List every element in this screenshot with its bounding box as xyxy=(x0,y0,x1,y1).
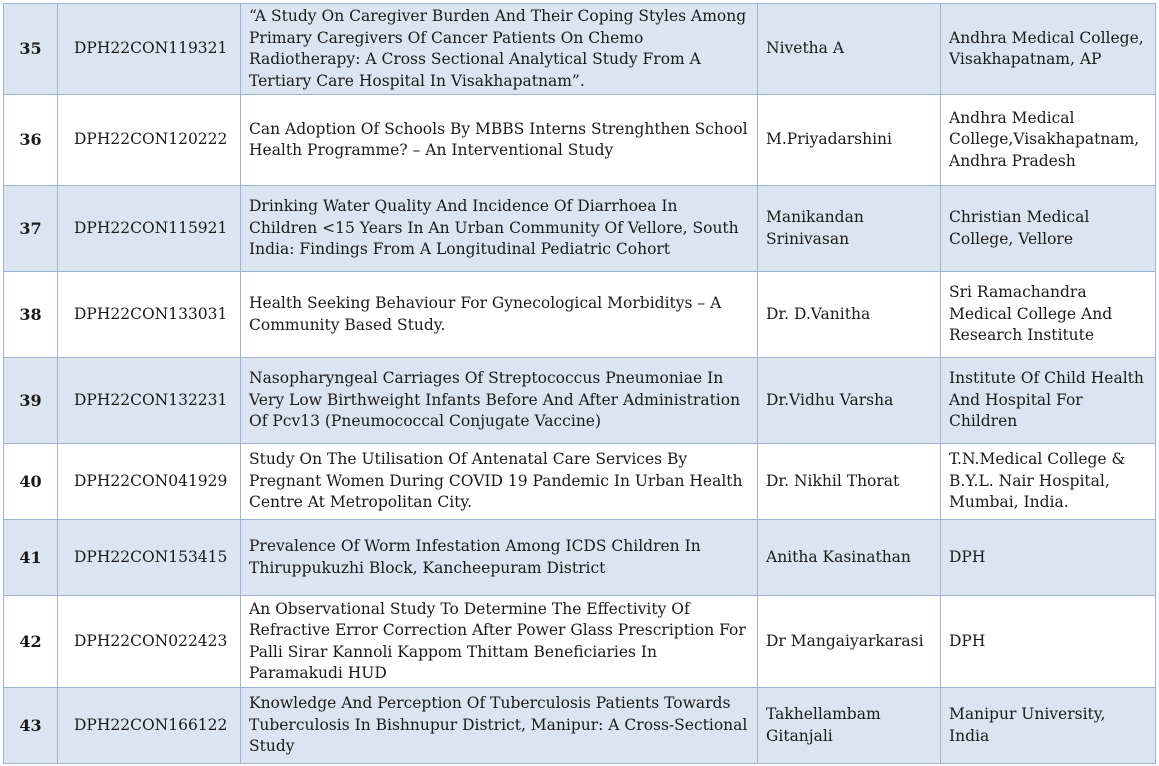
author-name: Dr Mangaiyarkarasi xyxy=(758,596,941,688)
table-row xyxy=(4,688,1156,764)
serial-number: 41 xyxy=(4,520,58,596)
author-name: Takhellambam Gitanjali xyxy=(758,688,941,764)
abstract-code: DPH22CON153415 xyxy=(58,520,241,596)
author-name: Dr. D.Vanitha xyxy=(758,272,941,358)
abstract-code: DPH22CON115921 xyxy=(58,186,241,272)
serial-number: 38 xyxy=(4,272,58,358)
abstract-code: DPH22CON132231 xyxy=(58,358,241,444)
abstract-code: DPH22CON119321 xyxy=(58,4,241,95)
serial-number: 42 xyxy=(4,596,58,688)
abstract-code: DPH22CON133031 xyxy=(58,272,241,358)
abstract-title: An Observational Study To Determine The Effectivity Of Refractive Error Correction After Power Glass Prescription For Palli Sirar Kannoli Kappom Thittam Beneficiaries In Paramakudi HUD xyxy=(241,596,758,688)
abstract-code: DPH22CON041929 xyxy=(58,444,241,520)
author-name: Manikandan Srinivasan xyxy=(758,186,941,272)
institution: DPH xyxy=(941,520,1156,596)
serial-number: 40 xyxy=(4,444,58,520)
table-row xyxy=(4,186,1156,272)
serial-number: 39 xyxy=(4,358,58,444)
serial-number: 43 xyxy=(4,688,58,764)
institution: Andhra Medical College,Visakhapatnam, Andhra Pradesh xyxy=(941,95,1156,186)
abstract-code: DPH22CON166122 xyxy=(58,688,241,764)
abstract-title: Nasopharyngeal Carriages Of Streptococcus Pneumoniae In Very Low Birthweight Infants Before And After Administration Of Pcv13 (Pneumococcal Conjugate Vaccine) xyxy=(241,358,758,444)
abstract-title: Health Seeking Behaviour For Gynecological Morbiditys – A Community Based Study. xyxy=(241,272,758,358)
abstract-code: DPH22CON120222 xyxy=(58,95,241,186)
abstract-code: DPH22CON022423 xyxy=(58,596,241,688)
institution: Institute Of Child Health And Hospital For Children xyxy=(941,358,1156,444)
abstract-title: Knowledge And Perception Of Tuberculosis Patients Towards Tuberculosis In Bishnupur District, Manipur: A Cross-Sectional Study xyxy=(241,688,758,764)
author-name: Dr. Nikhil Thorat xyxy=(758,444,941,520)
abstract-list-table xyxy=(3,3,1156,764)
table-row xyxy=(4,596,1156,688)
table-row xyxy=(4,444,1156,520)
serial-number: 37 xyxy=(4,186,58,272)
abstract-title: “A Study On Caregiver Burden And Their Coping Styles Among Primary Caregivers Of Cancer Patients On Chemo Radiotherapy: A Cross Sectional Analytical Study From A Tertiary Care Hospital In Visakhapatnam”. xyxy=(241,4,758,95)
author-name: Nivetha A xyxy=(758,4,941,95)
institution: T.N.Medical College & B.Y.L. Nair Hospital, Mumbai, India. xyxy=(941,444,1156,520)
abstract-title: Drinking Water Quality And Incidence Of Diarrhoea In Children <15 Years In An Urban Community Of Vellore, South India: Findings From A Longitudinal Pediatric Cohort xyxy=(241,186,758,272)
table-row xyxy=(4,4,1156,95)
institution: DPH xyxy=(941,596,1156,688)
author-name: M.Priyadarshini xyxy=(758,95,941,186)
table-row xyxy=(4,95,1156,186)
institution: Manipur University, India xyxy=(941,688,1156,764)
author-name: Dr.Vidhu Varsha xyxy=(758,358,941,444)
table-row xyxy=(4,272,1156,358)
serial-number: 36 xyxy=(4,95,58,186)
abstract-title: Prevalence Of Worm Infestation Among ICDS Children In Thiruppukuzhi Block, Kancheepuram District xyxy=(241,520,758,596)
serial-number: 35 xyxy=(4,4,58,95)
abstract-title: Can Adoption Of Schools By MBBS Interns Strenghthen School Health Programme? – An Interventional Study xyxy=(241,95,758,186)
table-row xyxy=(4,520,1156,596)
table-row xyxy=(4,358,1156,444)
institution: Christian Medical College, Vellore xyxy=(941,186,1156,272)
institution: Andhra Medical College, Visakhapatnam, AP xyxy=(941,4,1156,95)
institution: Sri Ramachandra Medical College And Research Institute xyxy=(941,272,1156,358)
abstract-title: Study On The Utilisation Of Antenatal Care Services By Pregnant Women During COVID 19 Pandemic In Urban Health Centre At Metropolitan City. xyxy=(241,444,758,520)
author-name: Anitha Kasinathan xyxy=(758,520,941,596)
